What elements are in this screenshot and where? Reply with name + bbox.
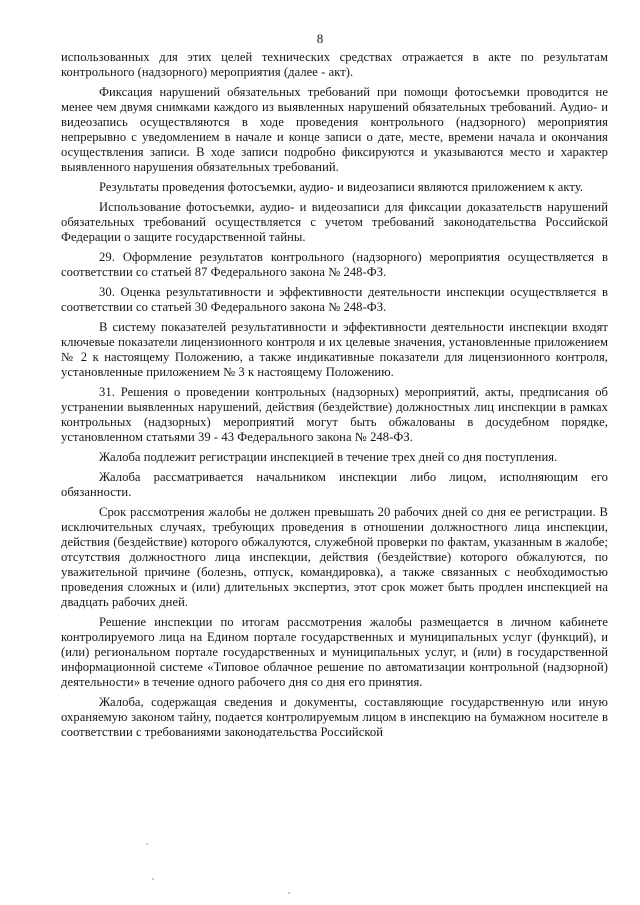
document-body bbox=[61, 50, 608, 745]
scan-speck bbox=[146, 843, 148, 845]
paragraph: 30. Оценка результативности и эффективности деятельности инспекции осуществляется в соответствии со статьей 30 Федерального закона № 248-ФЗ. bbox=[61, 285, 608, 314]
paragraph: Использование фотосъемки, аудио- и видеозаписи для фиксации доказательств нарушений обязательных требований осуществляется с учетом требований законодательства Российской Федерации о защите государственной тайны. bbox=[61, 200, 608, 244]
paragraph: 31. Решения о проведении контрольных (надзорных) мероприятий, акты, предписания об устранении выявленных нарушений, действия (бездействие) должностных лиц инспекции в рамках контрольных (надзорных) мероприятий могут быть обжалованы в досудебном порядке, установленном статьями 39 - 43 Федерального закона № 248-ФЗ. bbox=[61, 385, 608, 444]
paragraph: использованных для этих целей технических средствах отражается в акте по результатам контрольного (надзорного) мероприятия (далее - акт). bbox=[61, 50, 608, 79]
paragraph: Фиксация нарушений обязательных требований при помощи фотосъемки проводится не менее чем двумя снимками каждого из выявленных нарушений обязательных требований. Аудио- и видеозапись осуществляются в ходе проведения контрольного (надзорного) мероприятия непрерывно с уведомлением в начале и конце записи о дате, месте, времени начала и окончания осуществления записи. В ходе записи подробно фиксируются и указываются место и характер выявленного нарушения обязательных требований. bbox=[61, 85, 608, 174]
paragraph: Жалоба рассматривается начальником инспекции либо лицом, исполняющим его обязанности. bbox=[61, 470, 608, 499]
paragraph: Жалоба, содержащая сведения и документы, составляющие государственную или иную охраняемую законом тайну, подается контролируемым лицом в инспекцию на бумажном носителе в соответствии с требованиями законодательства Российской bbox=[61, 695, 608, 739]
scan-speck bbox=[152, 878, 154, 880]
paragraph: В систему показателей результативности и эффективности деятельности инспекции входят ключевые показатели лицензионного контроля и их целевые значения, установленные приложением № 2 к настоящему Положению, а также индикативные показатели для лицензионного контроля, установленные приложением № 3 к настоящему Положению. bbox=[61, 320, 608, 379]
paragraph: 29. Оформление результатов контрольного (надзорного) мероприятия осуществляется в соответствии со статьей 87 Федерального закона № 248-ФЗ. bbox=[61, 250, 608, 279]
paragraph: Жалоба подлежит регистрации инспекцией в течение трех дней со дня поступления. bbox=[99, 450, 558, 464]
paragraph: Результаты проведения фотосъемки, аудио- и видеозаписи являются приложением к акту. bbox=[99, 180, 584, 194]
paragraph: Срок рассмотрения жалобы не должен превышать 20 рабочих дней со дня ее регистрации. В исключительных случаях, требующих проведения в отношении должностного лица инспекции, действия (бездействие) которого обжалуются, служебной проверки по фактам, указанным в жалобе; отсутствия должностного лица инспекции, действия (бездействие) которого обжалуются, по уважительной причине (болезнь, отпуск, командировка), а также связанных с необходимостью проведения сложных и (или) длительных экспертиз, этот срок может быть продлен инспекцией на двадцать рабочих дней. bbox=[61, 505, 608, 609]
paragraph: Решение инспекции по итогам рассмотрения жалобы размещается в личном кабинете контролируемого лица на Едином портале государственных и муниципальных услуг (функций), и (или) региональном портале государственных и муниципальных услуг, и (или) в государственной информационной системе «Типовое облачное решение по автоматизации контрольной (надзорной) деятельности» в течение одного рабочего дня со дня его принятия. bbox=[61, 615, 608, 689]
page-number: 8 bbox=[316, 31, 324, 46]
scan-speck bbox=[288, 892, 290, 894]
